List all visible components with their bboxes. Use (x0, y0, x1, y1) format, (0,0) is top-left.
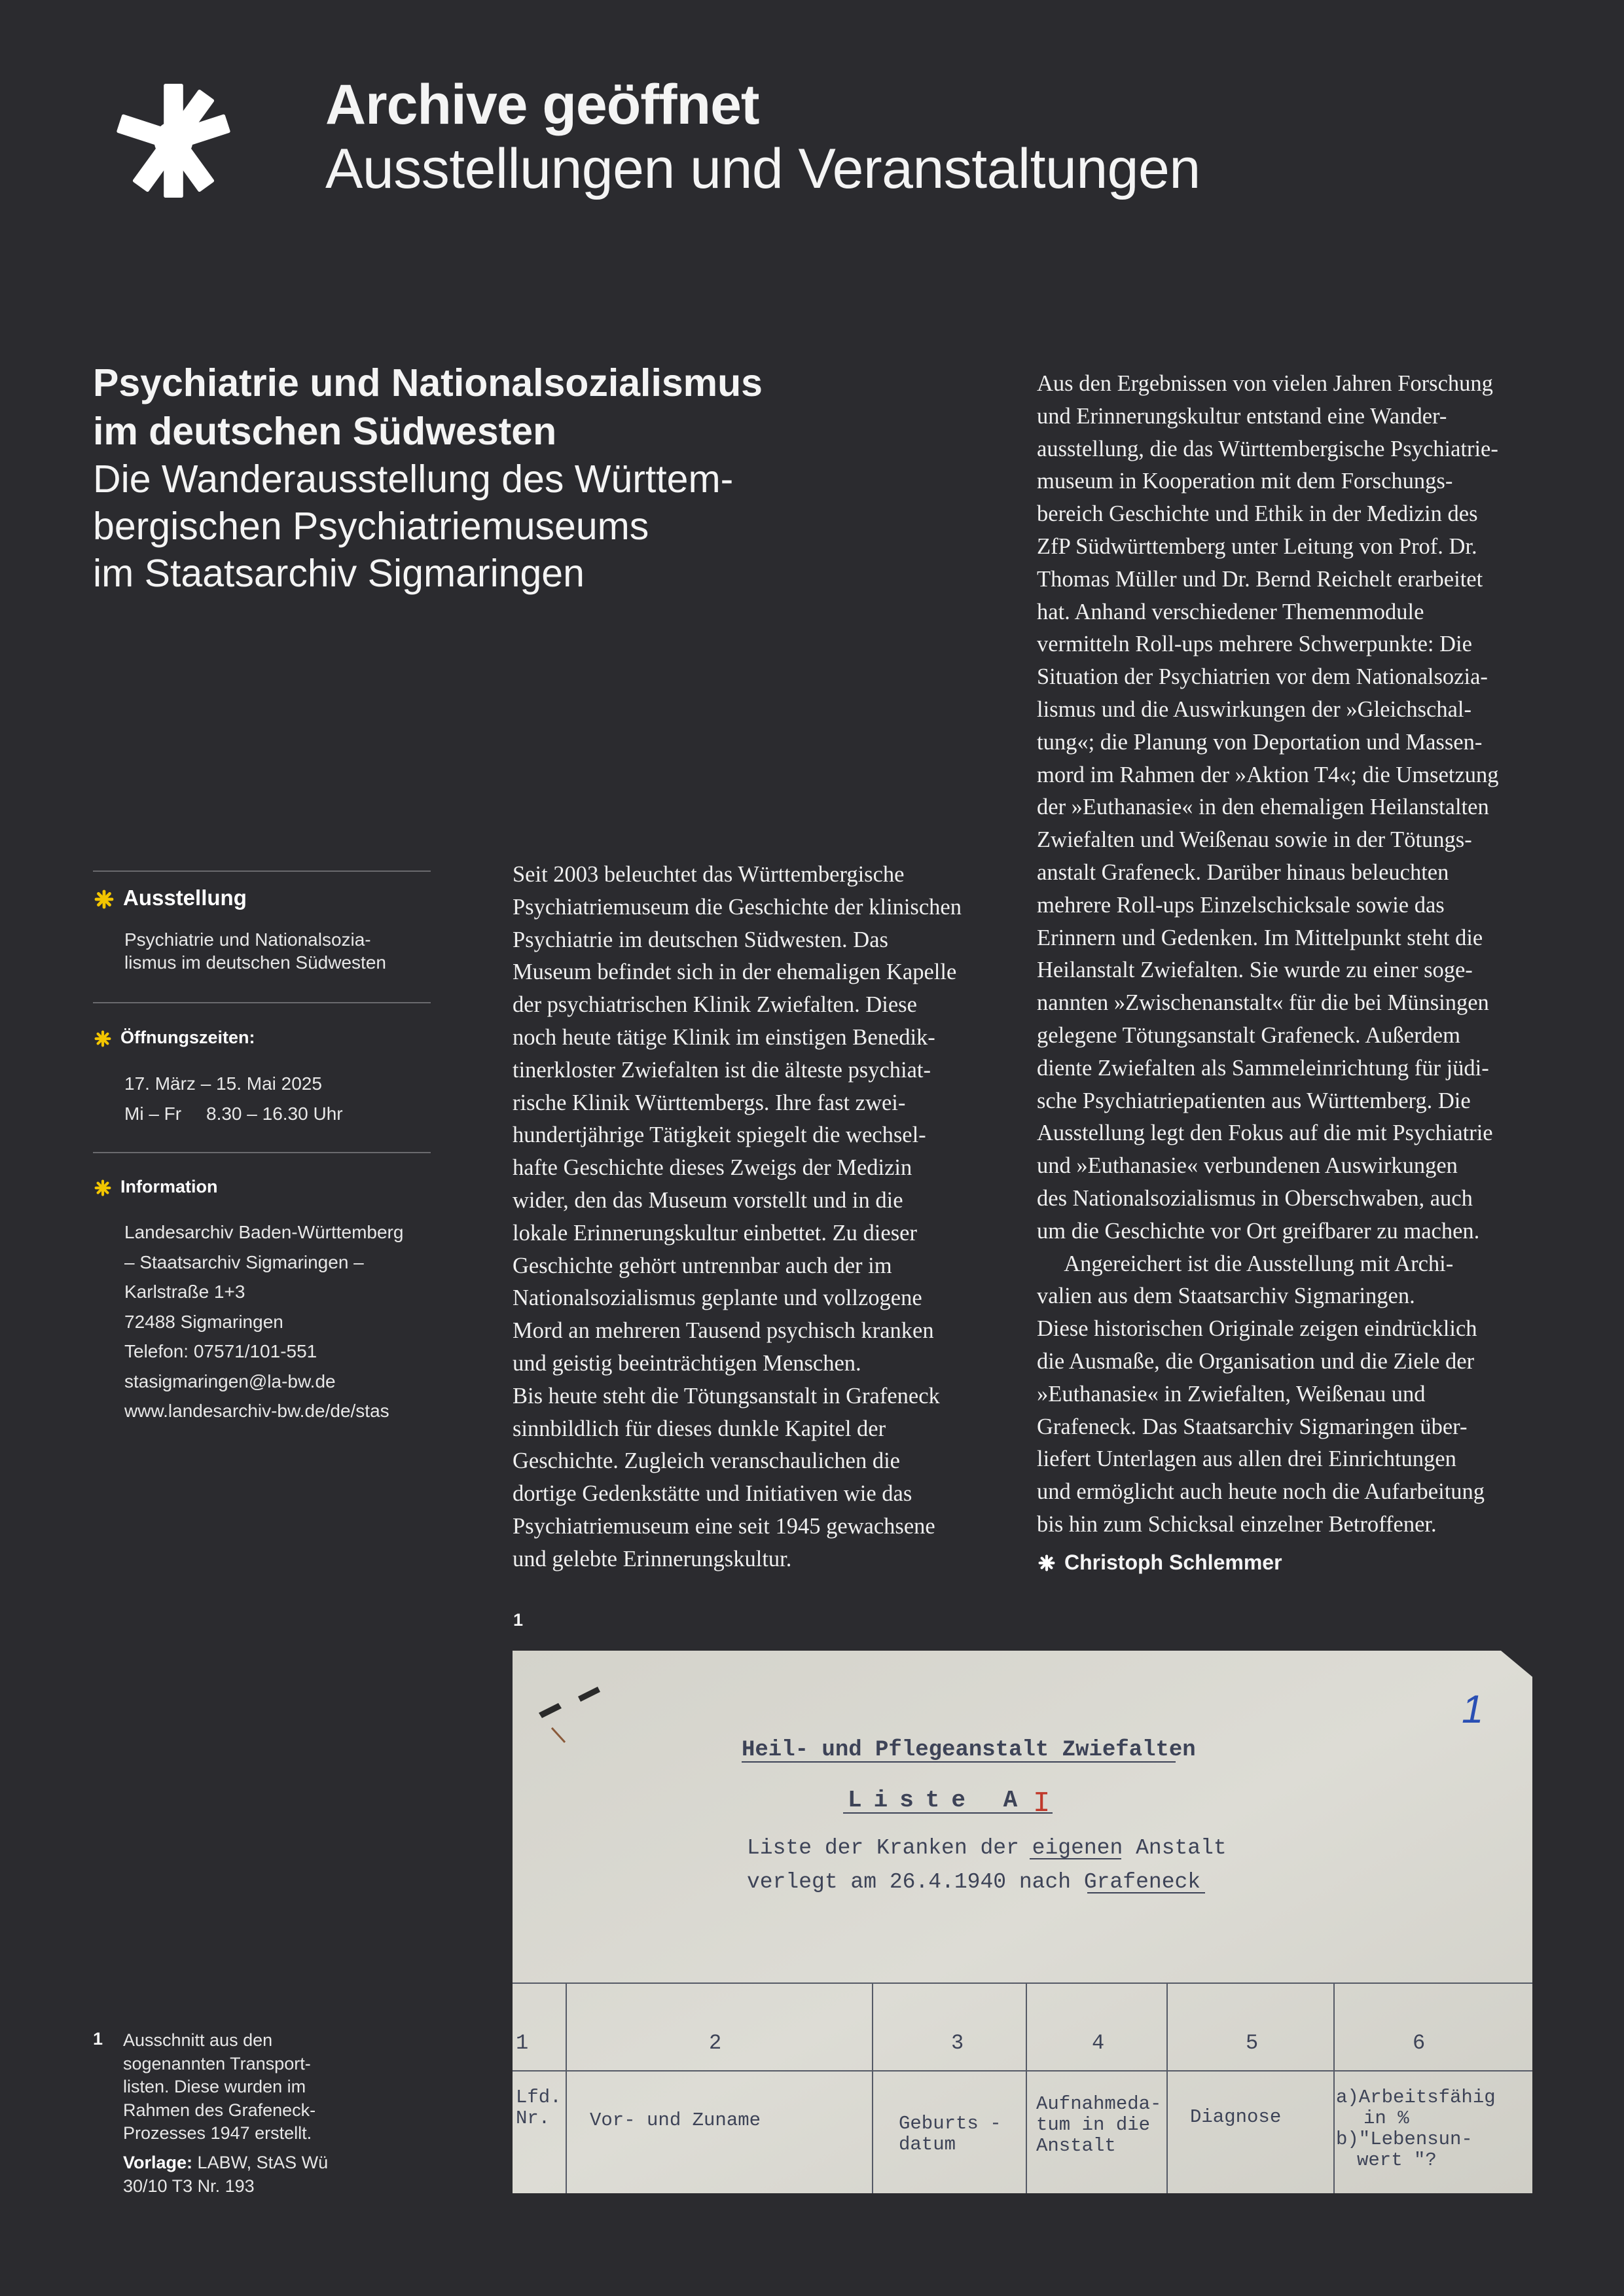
sidebar-divider (93, 1152, 431, 1153)
body-text-line: Ausstellung legt den Fokus auf die mit Psychiatrie (1037, 1121, 1493, 1146)
body-text-line: tinerkloster Zwiefalten ist die älteste psychiat- (513, 1057, 931, 1083)
corner-mark: 1 (1462, 1687, 1484, 1731)
body-text-line: und Erinnerungskultur entstand eine Wander- (1037, 403, 1447, 429)
body-text-line: mord im Rahmen der »Aktion T4«; die Umsetzung (1037, 762, 1499, 787)
phone: Telefon: 07571/101-551 (124, 1341, 317, 1361)
information-heading: Information (94, 1177, 218, 1197)
body-text-line: bis hin zum Schicksal einzelner Betroffener. (1037, 1511, 1437, 1537)
body-text-line: und gelebte Erinnerungskultur. (513, 1546, 792, 1571)
opening-hours: 17. März – 15. Mai 2025 Mi – Fr 8.30 – 16.30 Uhr (124, 1073, 343, 1124)
body-text-line: Heilanstalt Zwiefalten. Sie wurde zu einer soge- (1037, 958, 1473, 983)
body-text-line: noch heute tätige Klinik im einstigen Benedik- (513, 1024, 935, 1050)
body-text-line: der psychiatrischen Klinik Zwiefalten. Diese (513, 992, 917, 1018)
header-subtitle: Ausstellungen und Veranstaltungen (325, 137, 1200, 200)
body-text-line: der »Euthanasie« in den ehemaligen Heilanstalten (1037, 795, 1489, 820)
body-text-line: gelegene Tötungsanstalt Grafeneck. Außerdem (1037, 1022, 1460, 1048)
body-text-line: diente Zwiefalten als Sammeleinrichtung für jüdi- (1037, 1055, 1489, 1081)
body-text-line: um die Geschichte vor Ort greifbarer zu machen. (1037, 1218, 1480, 1244)
column-header: Geburts - (899, 2113, 1001, 2134)
body-text-line: und geistig beeinträchtigen Menschen. (513, 1350, 861, 1376)
body-text-line: Mord an mehreren Tausend psychisch kranken (513, 1318, 934, 1344)
body-text-line: Erinnern und Gedenken. Im Mittelpunkt steht die (1037, 925, 1483, 950)
body-text-line: lokale Erinnerungskultur einbettet. Zu dieser (513, 1220, 917, 1246)
column-header: Vor- und Zuname (590, 2109, 761, 2131)
body-column-2 (1037, 368, 1499, 1541)
address-line: – Staatsarchiv Sigmaringen – (124, 1251, 364, 1272)
body-text-line: valien aus dem Staatsarchiv Sigmaringen. (1037, 1283, 1415, 1309)
body-text-line: Museum befindet sich in der ehemaligen Kapelle (513, 960, 957, 985)
sidebar-divider (93, 1002, 431, 1003)
body-text-line: Geschichte gehört untrennbar auch der im (513, 1253, 892, 1278)
column-number: 2 (709, 2031, 722, 2055)
contact-info (124, 1217, 403, 1426)
column-header: Diagnose (1190, 2106, 1282, 2128)
yellow-asterisk-icon (94, 889, 114, 909)
body-text-line: Situation der Psychiatrien vor dem Nationalsozia- (1037, 664, 1488, 690)
archive-logo-asterisk-icon (117, 84, 230, 198)
body-text-line: ausstellung, die das Württembergische Psychiatrie- (1037, 436, 1498, 461)
body-text-line: Zwiefalten und Weißenau sowie in der Tötungs- (1037, 827, 1472, 853)
body-text-line: Aus den Ergebnissen von vielen Jahren Forschung (1037, 371, 1493, 396)
document-list: Liste A (848, 1787, 1030, 1814)
column-header: wert "? (1357, 2149, 1437, 2171)
column-header: a)Arbeitsfähig (1336, 2087, 1496, 2108)
body-text-line: bereich Geschichte und Ethik in der Medizin des (1037, 501, 1478, 527)
document-line: Liste der Kranken der eigenen Anstalt (747, 1836, 1227, 1860)
address-line: Karlstraße 1+3 (124, 1282, 245, 1302)
figure-source: Vorlage: LABW, StAS Wü 30/10 T3 Nr. 193 (123, 2153, 329, 2196)
body-text-line: anstalt Grafeneck. Darüber hinaus beleuchten (1037, 859, 1449, 885)
body-text-line: Thomas Müller und Dr. Bernd Reichelt erarbeitet (1037, 566, 1483, 592)
yellow-asterisk-icon (94, 1030, 111, 1047)
document-title: Heil- und Pflegeanstalt Zwiefalten (742, 1738, 1196, 1763)
list-mark: I (1033, 1787, 1051, 1820)
article-subtitle-line: im Staatsarchiv Sigmaringen (93, 552, 585, 595)
article-title-line: im deutschen Südwesten (93, 410, 557, 453)
column-header: Lfd. (516, 2087, 562, 2108)
body-text-line: sche Psychiatriepatienten aus Württemberg. Die (1037, 1088, 1471, 1113)
column-number: 3 (951, 2031, 964, 2055)
document-line: verlegt am 26.4.1940 nach Grafeneck (747, 1870, 1201, 1894)
body-text-line: rische Klinik Württembergs. Ihre fast zwei- (513, 1090, 906, 1115)
body-text-line: Geschichte. Zugleich veranschaulichen die (513, 1448, 900, 1474)
column-header: in % (1363, 2108, 1409, 2129)
email-link[interactable]: stasigmaringen@la-bw.de (124, 1371, 336, 1391)
figure-number: 1 (513, 1610, 524, 1630)
column-header: Anstalt (1036, 2135, 1116, 2157)
column-number: 1 (516, 2031, 529, 2055)
column-header: tum in die (1036, 2114, 1151, 2136)
body-text-line: und ermöglicht auch heute noch die Aufarbeitung (1037, 1479, 1485, 1505)
body-text-line: Seit 2003 beleuchtet das Württembergische (513, 862, 905, 887)
body-text-line: hundertjährige Tätigkeit spiegelt die wechsel- (513, 1122, 926, 1148)
body-text-line: vermitteln Roll-ups mehrere Schwerpunkte: Die (1037, 632, 1472, 657)
body-text-line: Nationalsozialismus geplante und vollzogene (513, 1285, 922, 1311)
body-column-1 (513, 859, 962, 1576)
body-text-line: Grafeneck. Das Staatsarchiv Sigmaringen über- (1037, 1414, 1468, 1439)
body-text-line: liefert Unterlagen aus allen drei Einrichtungen (1037, 1446, 1456, 1472)
column-header: Nr. (516, 2108, 550, 2129)
column-number: 4 (1092, 2031, 1105, 2055)
caption-number: 1 (93, 2029, 103, 2049)
body-text-line: tung«; die Planung von Deportation und Massen- (1037, 729, 1483, 755)
website-link[interactable]: www.landesarchiv-bw.de/de/stas (124, 1401, 389, 1421)
body-text-line: wider, den das Museum vorstellt und in die (513, 1187, 903, 1213)
body-text-line: lismus und die Auswirkungen der »Gleichschal- (1037, 696, 1472, 722)
body-text-line: Bis heute steht die Tötungsanstalt in Grafeneck (513, 1383, 940, 1408)
column-header: datum (899, 2134, 956, 2155)
body-text-line: mehrere Roll-ups Einzelschicksale sowie das (1037, 892, 1445, 918)
article-title (93, 359, 964, 456)
column-number: 6 (1413, 2031, 1426, 2055)
author: Christoph Schlemmer (1038, 1551, 1282, 1575)
exhibition-heading: Ausstellung (94, 886, 247, 910)
article-subtitle-line: bergischen Psychiatriemuseums (93, 505, 649, 548)
body-text-line: hafte Geschichte dieses Zweigs der Medizin (513, 1155, 912, 1181)
body-text-line: Psychiatrie im deutschen Südwesten. Das (513, 927, 888, 952)
exhibition-name: Psychiatrie und Nationalsozia- lismus im deutschen Südwesten (124, 929, 386, 973)
article-subtitle-line: Die Wanderausstellung des Württem- (93, 457, 734, 501)
body-text-line: Angereichert ist die Ausstellung mit Archi- (1037, 1251, 1454, 1276)
column-header: b)"Lebensun- (1336, 2128, 1473, 2150)
address-line: Landesarchiv Baden-Württemberg (124, 1222, 404, 1242)
sidebar-divider (93, 870, 431, 872)
body-text-line: des Nationalsozialismus in Oberschwaben, auch (1037, 1185, 1473, 1211)
yellow-asterisk-icon (94, 1179, 111, 1196)
body-text-line: die Ausmaße, die Organisation und die Ziele der (1037, 1348, 1475, 1374)
body-text-line: Psychiatriemuseum die Geschichte der klinischen (513, 894, 962, 920)
body-text-line: Diese historischen Originale zeigen eindrücklich (1037, 1316, 1477, 1342)
body-text-line: und »Euthanasie« verbundenen Auswirkungen (1037, 1153, 1458, 1179)
figure-caption: Ausschnitt aus den sogenannten Transport- listen. Diese wurden im Rahmen des Grafeneck- Prozesses 1947 erstellt. (123, 2030, 316, 2143)
article-title-line: Psychiatrie und Nationalsozialismus (93, 361, 763, 404)
body-text-line: sinnbildlich für dieses dunkle Kapitel der (513, 1416, 886, 1441)
archival-document-image (513, 1651, 1532, 2193)
opening-hours-heading: Öffnungszeiten: (94, 1028, 255, 1048)
body-text-line: Psychiatriemuseum eine seit 1945 gewachsene (513, 1513, 935, 1539)
column-number: 5 (1246, 2031, 1259, 2055)
body-text-line: hat. Anhand verschiedener Themenmodule (1037, 599, 1424, 624)
body-text-line: nannten »Zwischenanstalt« für die bei Münsingen (1037, 990, 1489, 1016)
asterisk-icon (1038, 1554, 1055, 1571)
body-text-line: ZfP Südwürttemberg unter Leitung von Prof. Dr. (1037, 533, 1477, 559)
article-subtitle (93, 456, 964, 597)
address-line: 72488 Sigmaringen (124, 1311, 283, 1332)
body-text-line: dortige Gedenkstätte und Initiativen wie das (513, 1481, 912, 1507)
column-header: Aufnahmeda- (1036, 2093, 1162, 2115)
body-text-line: museum in Kooperation mit dem Forschungs- (1037, 469, 1453, 494)
header-title: Archive geöffnet (325, 73, 759, 136)
body-text-line: »Euthanasie« in Zwiefalten, Weißenau und (1037, 1381, 1426, 1407)
